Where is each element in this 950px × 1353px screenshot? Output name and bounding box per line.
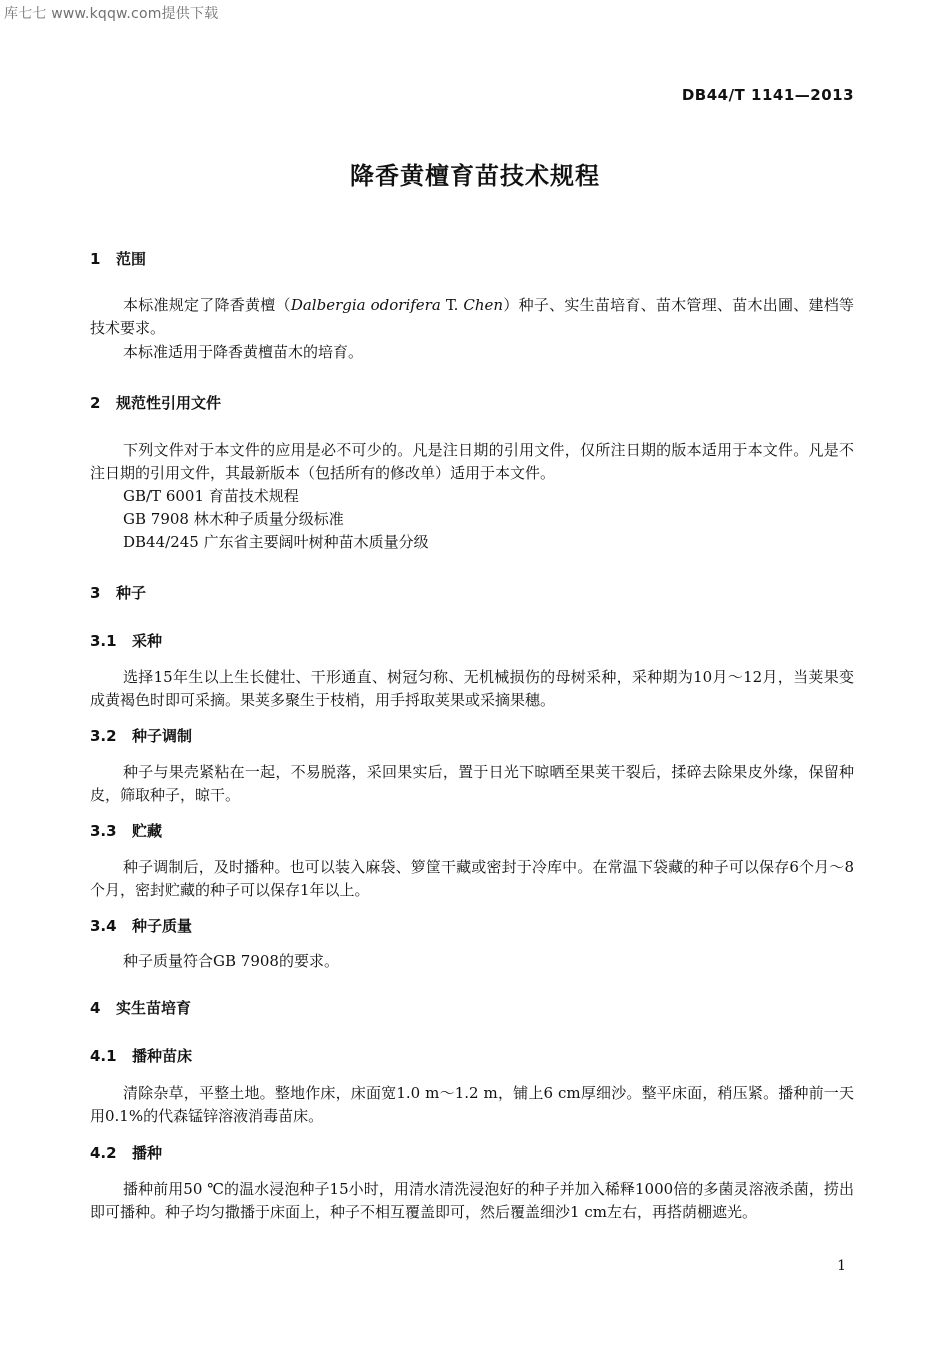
- section-number: 4: [90, 999, 101, 1017]
- section-2-paragraph: 下列文件对于本文件的应用是必不可少的。凡是注日期的引用文件，仅所注日期的版本适用于本文件。凡是不注日期的引用文件，其最新版本（包括所有的修改单）适用于本文件。: [90, 441, 854, 482]
- subsection-4-2-text: 播种前用50 ℃的温水浸泡种子15小时，用清水清洗浸泡好的种子并加入稀释1000倍的多菌灵溶液杀菌，捞出即可播种。种子均匀撒播于床面上，种子不相互覆盖即可，然后覆盖细沙1 cm左右，再搭荫棚遮光。: [90, 1180, 854, 1221]
- subsection-3-3-heading: [90, 820, 162, 841]
- watermark-text: 库七七 www.kqqw.com提供下载: [4, 6, 219, 22]
- section-4-heading: [90, 997, 191, 1018]
- section-title: 范围: [116, 250, 147, 268]
- subsection-number: 3.2: [90, 727, 117, 745]
- subsection-number: 3.4: [90, 917, 117, 935]
- subsection-4-1-heading: [90, 1045, 192, 1066]
- subsection-title: 种子质量: [132, 917, 193, 935]
- section-1-heading: [90, 248, 146, 269]
- section-number: 2: [90, 394, 101, 412]
- standard-code: DB44/T 1141—2013: [681, 86, 854, 104]
- subsection-number: 3.3: [90, 822, 117, 840]
- section-1-paragraph-2: 本标准适用于降香黄檀苗木的培育。: [123, 343, 364, 361]
- text-run: T.: [440, 296, 464, 314]
- subsection-number: 4.2: [90, 1144, 117, 1162]
- subsection-title: 贮藏: [132, 822, 163, 840]
- section-1-paragraph-1: [90, 294, 854, 340]
- text-run: 本标准规定了降香黄檀（: [123, 296, 291, 314]
- subsection-3-4-heading: [90, 915, 192, 936]
- page-number: 1: [837, 1258, 846, 1274]
- section-2-heading: [90, 392, 221, 413]
- section-title: 种子: [116, 584, 147, 602]
- subsection-3-1-heading: [90, 630, 162, 651]
- subsection-3-2-text: 种子与果壳紧粘在一起，不易脱落，采回果实后，置于日光下晾晒至果荚干裂后，揉碎去除果皮外缘，保留种皮，筛取种子，晾干。: [90, 763, 854, 804]
- subsection-number: 4.1: [90, 1047, 117, 1065]
- subsection-4-2-heading: [90, 1142, 162, 1163]
- subsection-title: 采种: [132, 632, 163, 650]
- reference-item: GB/T 6001 育苗技术规程: [123, 487, 299, 505]
- section-title: 实生苗培育: [116, 999, 192, 1017]
- subsection-3-2-heading: [90, 725, 192, 746]
- latin-author: Chen: [463, 296, 504, 314]
- section-number: 1: [90, 250, 101, 268]
- subsection-3-3-text: 种子调制后，及时播种。也可以装入麻袋、箩筐干藏或密封于冷库中。在常温下袋藏的种子可以保存6个月～8个月，密封贮藏的种子可以保存1年以上。: [90, 858, 854, 899]
- subsection-3-4-text: 种子质量符合GB 7908的要求。: [123, 952, 339, 970]
- subsection-title: 播种: [132, 1144, 163, 1162]
- section-3-heading: [90, 582, 146, 603]
- subsection-title: 种子调制: [132, 727, 193, 745]
- reference-item: GB 7908 林木种子质量分级标准: [123, 510, 344, 528]
- text-run: ）种子、实生苗培育、苗木管理、苗木出圃、建档等技术要求。: [90, 296, 854, 337]
- reference-item: DB44/245 广东省主要阔叶树种苗木质量分级: [123, 533, 429, 551]
- document-title: 降香黄檀育苗技术规程: [350, 162, 600, 190]
- subsection-number: 3.1: [90, 632, 117, 650]
- section-number: 3: [90, 584, 101, 602]
- subsection-3-1-text: 选择15年生以上生长健壮、干形通直、树冠匀称、无机械损伤的母树采种，采种期为10月～12月，当荚果变成黄褐色时即可采摘。果荚多聚生于枝梢，用手捋取荚果或采摘果穗。: [90, 668, 854, 709]
- latin-name: Dalbergia odorifera: [290, 296, 441, 314]
- section-title: 规范性引用文件: [116, 394, 222, 412]
- subsection-4-1-text: 清除杂草，平整土地。整地作床，床面宽1.0 m～1.2 m，铺上6 cm厚细沙。整平床面，稍压紧。播种前一天用0.1%的代森锰锌溶液消毒苗床。: [90, 1084, 854, 1125]
- subsection-title: 播种苗床: [132, 1047, 193, 1065]
